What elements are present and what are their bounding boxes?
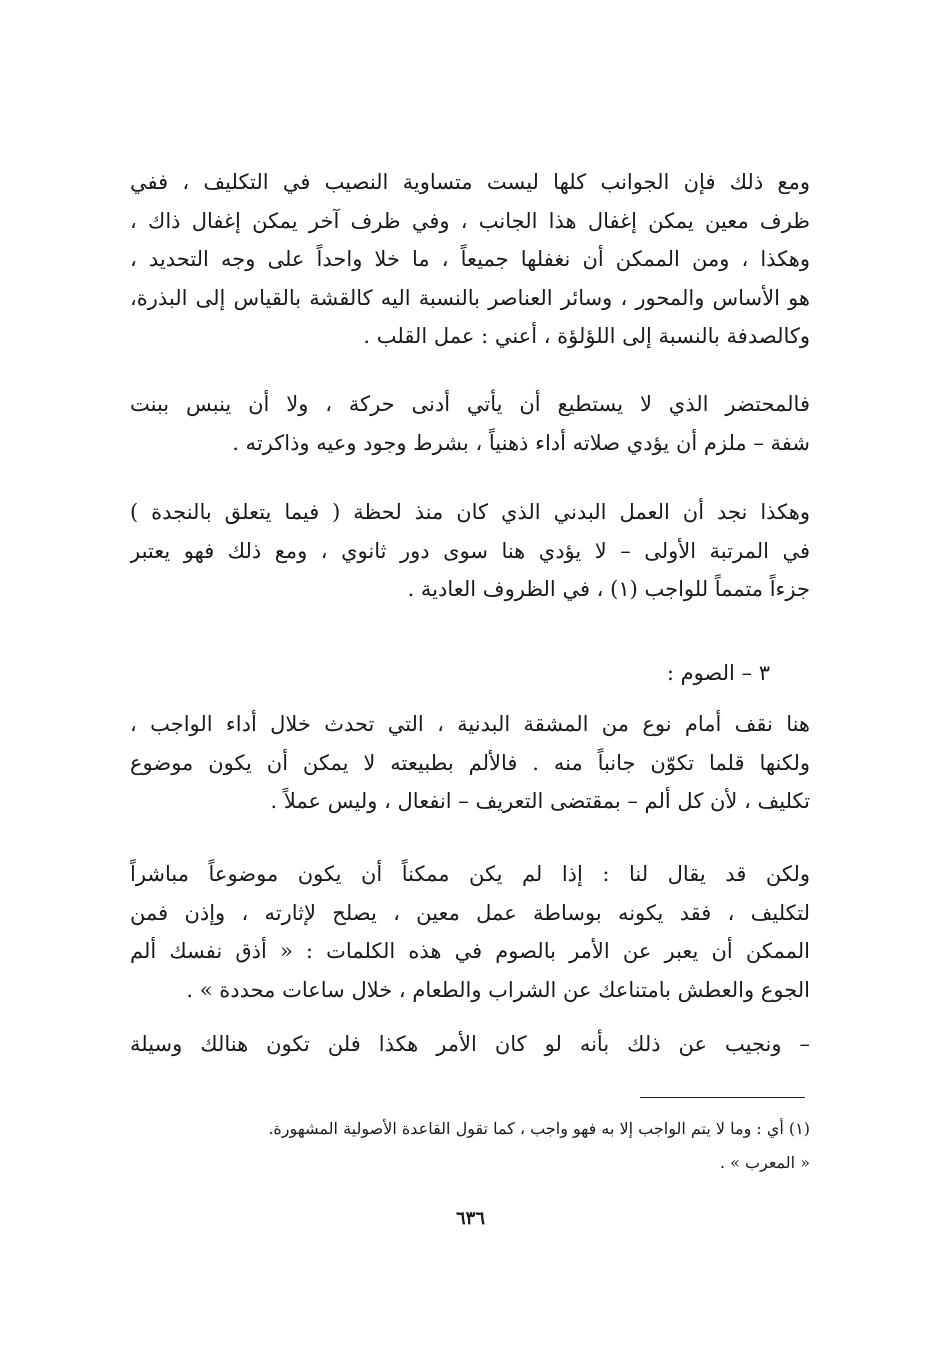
- footnote-1: (١) أي : وما لا يتم الواجب إلا به فهو واجب ، كما تقول القاعدة الأصولية المشهورة.: [268, 1119, 810, 1138]
- section-heading: ٣ – الصوم :: [666, 661, 770, 685]
- paragraph-2: [130, 385, 810, 462]
- paragraph-4: [130, 705, 810, 821]
- text-line: هو الأساس والمحور ، وسائر العناصر بالنسبة اليه كالقشة بالقياس إلى البذرة،: [130, 285, 810, 310]
- footnote-1-attribution: « المعرب » .: [719, 1153, 810, 1172]
- text-line: الممكن أن يعبر عن الأمر بالصوم في هذه الكلمات : « أذق نفسك ألم: [130, 939, 810, 963]
- text-line: ظرف معين يمكن إغفال هذا الجانب ، وفي ظرف آخر يمكن إغفال ذاك ،: [130, 208, 810, 233]
- text-line: ولكن قد يقال لنا : إذا لم يكن ممكناً أن يكون موضوعاً مباشراً: [130, 862, 810, 886]
- text-line: وهكذا نجد أن العمل البدني الذي كان منذ لحظة ( فيما يتعلق بالنجدة ): [130, 500, 810, 524]
- text-line: فالمحتضر الذي لا يستطيع أن يأتي أدنى حركة ، ولا أن ينبس ببنت: [130, 392, 810, 416]
- paragraph-5: [130, 855, 810, 1009]
- text-line: شفة – ملزم أن يؤدي صلاته أداء ذهنياً ، بشرط وجود وعيه وذاكرته .: [232, 430, 810, 455]
- paragraph-1: [130, 163, 810, 356]
- text-line: ولكنها قلما تكوّن جانباً منه . فالألم بطبيعته لا يمكن أن يكون موضوع: [130, 750, 810, 775]
- text-line: وكالصدفة بالنسبة إلى اللؤلؤة ، أعني : عمل القلب .: [363, 324, 810, 348]
- page-number: ٦٣٦: [455, 1208, 485, 1229]
- paragraph-6: [130, 1025, 810, 1064]
- footnote-divider: [640, 1097, 805, 1098]
- text-line: جزءاً متمماً للواجب (١) ، في الظروف العادية .: [407, 577, 810, 601]
- text-line: ومع ذلك فإن الجوانب كلها ليست متساوية النصيب في التكليف ، ففي: [130, 170, 810, 194]
- paragraph-3: [130, 493, 810, 609]
- text-line: لتكليف ، فقد يكونه بوساطة عمل معين ، يصلح لإثارته ، وإذن فمن: [130, 900, 810, 925]
- text-line: الجوع والعطش بامتناعك عن الشراب والطعام ، خلال ساعات محددة » .: [186, 977, 810, 1002]
- text-line: تكليف ، لأن كل ألم – بمقتضى التعريف – انفعال ، وليس عملاً .: [270, 789, 810, 813]
- text-line: – ونجيب عن ذلك بأنه لو كان الأمر هكذا فلن تكون هنالك وسيلة: [130, 1032, 810, 1056]
- text-line: في المرتبة الأولى – لا يؤدي هنا سوى دور ثانوي ، ومع ذلك فهو يعتبر: [130, 538, 810, 563]
- text-line: وهكذا ، ومن الممكن أن نغفلها جميعاً ، ما خلا واحداً على وجه التحديد ،: [130, 247, 810, 271]
- text-line: هنا نقف أمام نوع من المشقة البدنية ، التي تحدث خلال أداء الواجب ،: [130, 712, 810, 736]
- footnotes: [130, 1112, 810, 1180]
